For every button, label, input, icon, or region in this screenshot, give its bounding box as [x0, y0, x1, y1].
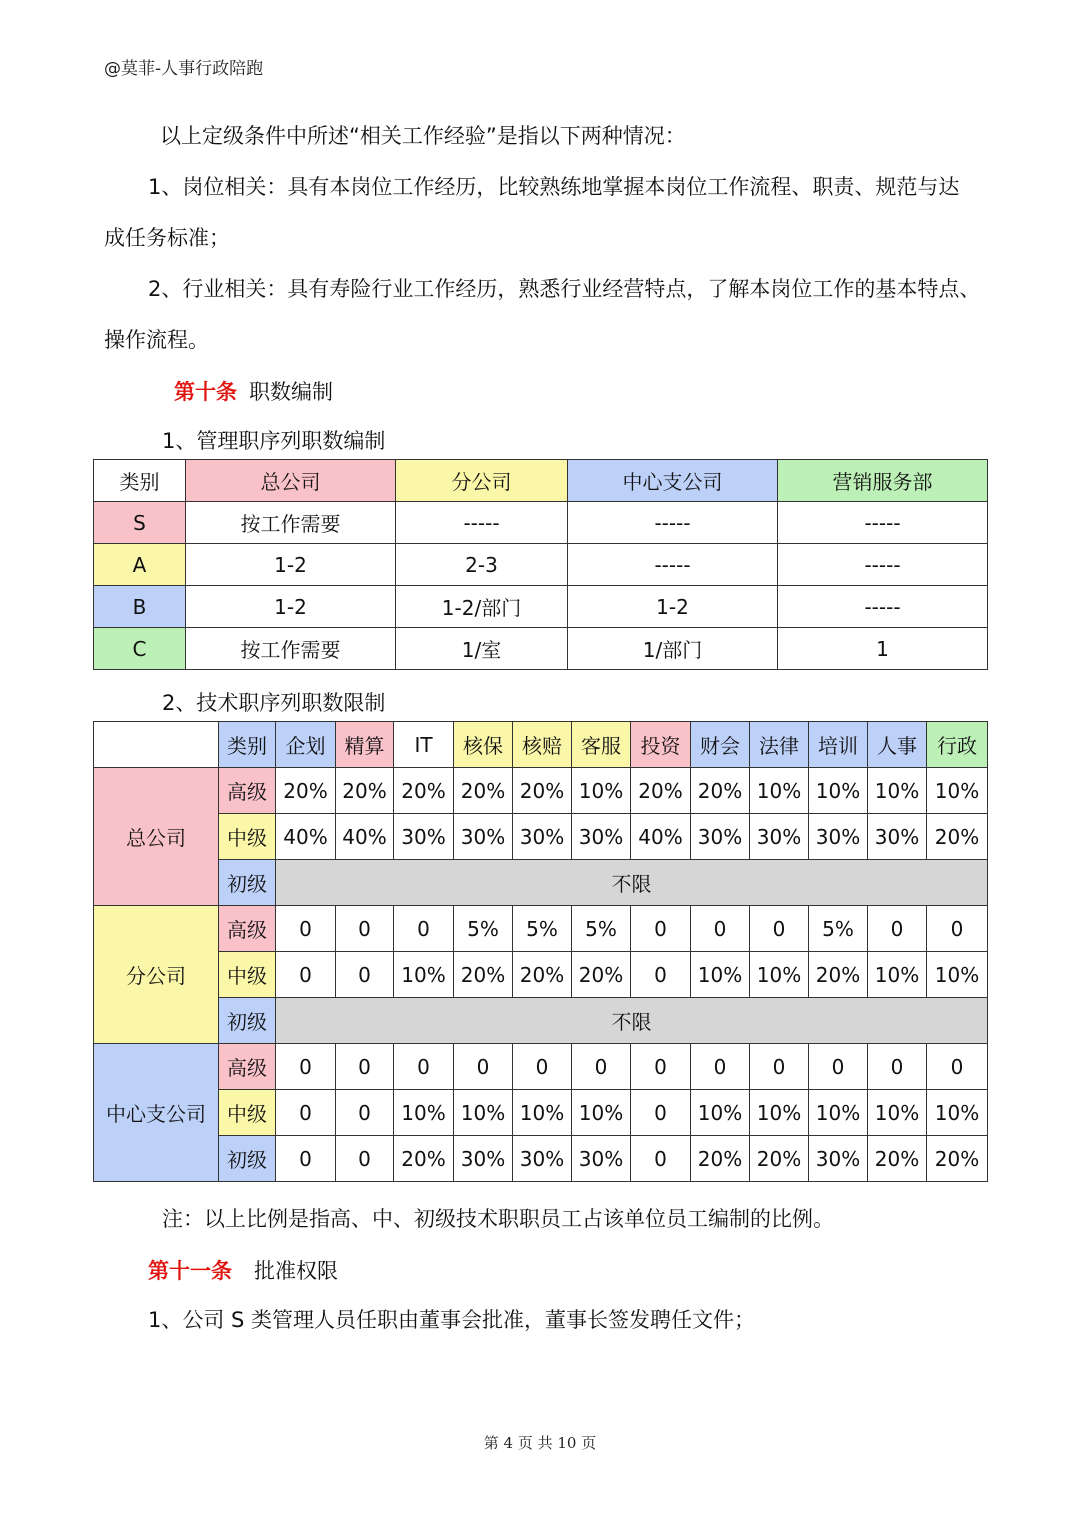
table-cell: 0 — [750, 1044, 809, 1090]
table-cell: 20% — [750, 1136, 809, 1182]
merged-cell: 不限 — [276, 998, 988, 1044]
table-cell: 10% — [394, 1090, 454, 1136]
table-cell: 30% — [454, 814, 513, 860]
section-10-heading — [174, 376, 333, 406]
table-cell: 30% — [572, 1136, 631, 1182]
level-label: 高级 — [219, 906, 276, 952]
table-cell: 20% — [513, 952, 572, 998]
table-cell: 0 — [336, 952, 394, 998]
table-cell: 30% — [572, 814, 631, 860]
table-cell: 0 — [336, 1090, 394, 1136]
level-label: 中级 — [219, 1090, 276, 1136]
table-cell: 10% — [454, 1090, 513, 1136]
table-cell: 20% — [572, 952, 631, 998]
section-11-title: 批准权限 — [254, 1259, 338, 1283]
table-cell: 0 — [336, 906, 394, 952]
column-header: 投资 — [631, 722, 691, 768]
table1-caption: 1、管理职序列职数编制 — [162, 429, 386, 453]
table-cell: 1/室 — [396, 628, 568, 670]
table-cell: 20% — [927, 1136, 988, 1182]
section-10-title: 职数编制 — [249, 380, 333, 404]
item1-line1: 1、岗位相关：具有本岗位工作经历，比较熟练地掌握本岗位工作流程、职责、规范与达 — [148, 175, 960, 199]
group-label: 总公司 — [94, 768, 219, 906]
table-cell: 5% — [809, 906, 868, 952]
table-cell: 20% — [809, 952, 868, 998]
table-cell: 按工作需要 — [186, 628, 396, 670]
table-cell: 10% — [868, 1090, 927, 1136]
level-label: 中级 — [219, 952, 276, 998]
table-cell: 5% — [513, 906, 572, 952]
table-cell: 0 — [868, 906, 927, 952]
table-cell: 1-2 — [186, 586, 396, 628]
table-row — [94, 860, 988, 906]
table-cell: ----- — [396, 502, 568, 544]
table-cell: 20% — [454, 768, 513, 814]
table-cell: 1/部门 — [568, 628, 778, 670]
table-cell: 1 — [778, 628, 988, 670]
row-label: A — [94, 544, 186, 586]
table-cell: 0 — [394, 1044, 454, 1090]
column-header: 行政 — [927, 722, 988, 768]
column-header: 精算 — [336, 722, 394, 768]
table-cell: 0 — [631, 1136, 691, 1182]
table-cell: 30% — [750, 814, 809, 860]
table-cell: 0 — [276, 906, 336, 952]
header-branch: 分公司 — [396, 460, 568, 502]
table-cell: 20% — [691, 768, 750, 814]
table-cell: ----- — [778, 502, 988, 544]
table-cell: 30% — [394, 814, 454, 860]
table-row — [94, 998, 988, 1044]
table-row — [94, 1090, 988, 1136]
table-cell: 1-2 — [186, 544, 396, 586]
table-row — [94, 814, 988, 860]
item2-line2: 操作流程。 — [104, 328, 209, 352]
row-label: S — [94, 502, 186, 544]
table-cell: 0 — [276, 1090, 336, 1136]
table-cell: 30% — [691, 814, 750, 860]
table-cell: 10% — [927, 1090, 988, 1136]
table-cell: 0 — [631, 1044, 691, 1090]
table-cell: 40% — [276, 814, 336, 860]
section-11-heading — [148, 1255, 338, 1285]
table-cell: ----- — [778, 586, 988, 628]
table-cell: 20% — [336, 768, 394, 814]
level-label: 初级 — [219, 860, 276, 906]
table-cell: 10% — [927, 952, 988, 998]
table-cell: 0 — [513, 1044, 572, 1090]
table-cell: 10% — [572, 768, 631, 814]
intro-paragraph: 以上定级条件中所述“相关工作经验”是指以下两种情况： — [160, 124, 686, 148]
table-cell: 1-2 — [568, 586, 778, 628]
page-footer: 第 4 页 共 10 页 — [483, 1434, 597, 1452]
table-row — [94, 586, 988, 628]
table-cell: 30% — [513, 814, 572, 860]
table-cell: 20% — [394, 1136, 454, 1182]
table-cell: 40% — [336, 814, 394, 860]
table-cell: 20% — [927, 814, 988, 860]
table-cell: 0 — [276, 1044, 336, 1090]
table-cell: 10% — [868, 768, 927, 814]
table-cell: 5% — [454, 906, 513, 952]
column-header: IT — [394, 722, 454, 768]
table-cell: 按工作需要 — [186, 502, 396, 544]
table-row — [94, 1044, 988, 1090]
level-label: 初级 — [219, 1136, 276, 1182]
table-cell: 0 — [927, 1044, 988, 1090]
level-label: 高级 — [219, 1044, 276, 1090]
item1-line2: 成任务标准； — [104, 226, 230, 250]
level-label: 初级 — [219, 998, 276, 1044]
table-cell: 10% — [691, 1090, 750, 1136]
table-cell: 30% — [513, 1136, 572, 1182]
table-cell: 10% — [394, 952, 454, 998]
table-cell: 0 — [631, 952, 691, 998]
table-cell: 0 — [927, 906, 988, 952]
column-header: 核赔 — [513, 722, 572, 768]
table-cell: ----- — [778, 544, 988, 586]
table-cell: 20% — [394, 768, 454, 814]
corner-category: 类别 — [219, 722, 276, 768]
table-cell: 10% — [809, 768, 868, 814]
table-cell: 20% — [691, 1136, 750, 1182]
table-cell: 10% — [572, 1090, 631, 1136]
table-row — [94, 628, 988, 670]
table-cell: 0 — [276, 952, 336, 998]
table-cell: 20% — [631, 768, 691, 814]
header-sales-dept: 营销服务部 — [778, 460, 988, 502]
group-label: 中心支公司 — [94, 1044, 219, 1182]
header-head-office: 总公司 — [186, 460, 396, 502]
section-10-number: 第十条 — [174, 380, 237, 404]
level-label: 中级 — [219, 814, 276, 860]
section-11-number: 第十一条 — [148, 1259, 232, 1283]
table-header-row — [94, 722, 988, 768]
table-cell: 20% — [513, 768, 572, 814]
table-cell: 10% — [691, 952, 750, 998]
table-cell: 20% — [454, 952, 513, 998]
table-cell: 0 — [336, 1044, 394, 1090]
table-cell: 1-2/部门 — [396, 586, 568, 628]
table-cell: 20% — [276, 768, 336, 814]
table-row — [94, 1136, 988, 1182]
table-cell: 0 — [691, 906, 750, 952]
table-cell: 30% — [454, 1136, 513, 1182]
table-note: 注：以上比例是指高、中、初级技术职职员工占该单位员工编制的比例。 — [162, 1207, 834, 1231]
table-cell: 0 — [394, 906, 454, 952]
table-cell: 30% — [809, 1136, 868, 1182]
table-cell: 30% — [809, 814, 868, 860]
level-label: 高级 — [219, 768, 276, 814]
page-header: @莫菲-人事行政陪跑 — [104, 59, 264, 79]
column-header: 人事 — [868, 722, 927, 768]
table-cell: 0 — [631, 906, 691, 952]
table-cell: ----- — [568, 502, 778, 544]
merged-cell: 不限 — [276, 860, 988, 906]
column-header: 法律 — [750, 722, 809, 768]
header-category: 类别 — [94, 460, 186, 502]
column-header: 财会 — [691, 722, 750, 768]
table-cell: 10% — [750, 768, 809, 814]
header-central-sub-branch: 中心支公司 — [568, 460, 778, 502]
table-row — [94, 768, 988, 814]
table-cell: 10% — [750, 952, 809, 998]
table-cell: 10% — [750, 1090, 809, 1136]
table-cell: 0 — [276, 1136, 336, 1182]
table-cell: 5% — [572, 906, 631, 952]
table-row — [94, 544, 988, 586]
table2-caption: 2、技术职序列职数限制 — [162, 691, 386, 715]
table-cell: 10% — [513, 1090, 572, 1136]
table-cell: 0 — [336, 1136, 394, 1182]
table-row — [94, 906, 988, 952]
column-header: 核保 — [454, 722, 513, 768]
approval-item-1: 1、公司 S 类管理人员任职由董事会批准，董事长签发聘任文件； — [148, 1308, 756, 1332]
table-cell: ----- — [568, 544, 778, 586]
column-header: 客服 — [572, 722, 631, 768]
table-cell: 0 — [750, 906, 809, 952]
row-label: C — [94, 628, 186, 670]
row-label: B — [94, 586, 186, 628]
column-header: 培训 — [809, 722, 868, 768]
table-cell: 0 — [809, 1044, 868, 1090]
corner-blank — [94, 722, 219, 768]
table-cell: 0 — [868, 1044, 927, 1090]
table-cell: 10% — [927, 768, 988, 814]
table-header-row — [94, 460, 988, 502]
table-cell: 0 — [454, 1044, 513, 1090]
table-cell: 40% — [631, 814, 691, 860]
table-cell: 10% — [868, 952, 927, 998]
table-cell: 10% — [809, 1090, 868, 1136]
table-cell: 20% — [868, 1136, 927, 1182]
column-header: 企划 — [276, 722, 336, 768]
item2-line1: 2、行业相关：具有寿险行业工作经历，熟悉行业经营特点，了解本岗位工作的基本特点、 — [148, 277, 981, 301]
technical-quota-table — [93, 721, 988, 1182]
group-label: 分公司 — [94, 906, 219, 1044]
table-cell: 2-3 — [396, 544, 568, 586]
table-row — [94, 952, 988, 998]
table-cell: 0 — [631, 1090, 691, 1136]
management-quota-table — [93, 459, 988, 670]
table-cell: 0 — [572, 1044, 631, 1090]
table-cell: 30% — [868, 814, 927, 860]
table-cell: 0 — [691, 1044, 750, 1090]
table-row — [94, 502, 988, 544]
